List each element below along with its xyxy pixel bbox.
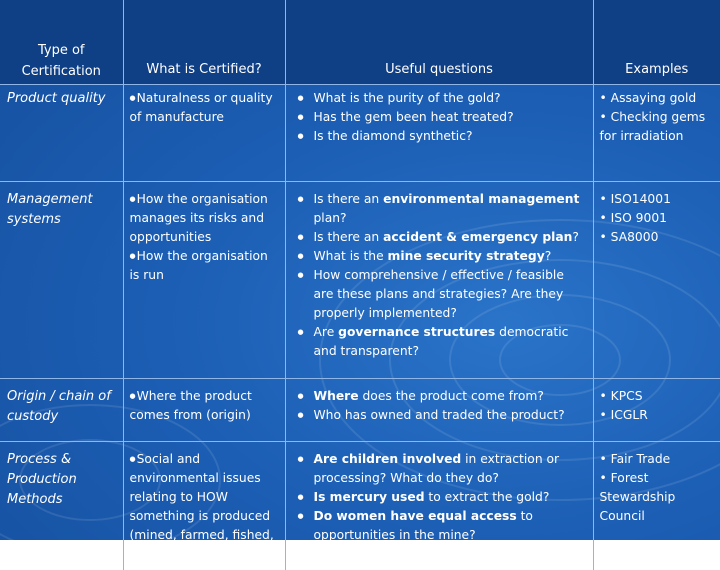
what-item: ● Where the product comes from (origin) <box>130 387 279 425</box>
question-item: ● Do women have equal access to opportunities in the mine? <box>292 507 587 545</box>
example-item: • ICGLR <box>600 406 715 425</box>
bullet-icon <box>130 192 137 206</box>
what-item: ● How the organisation is run <box>130 247 279 285</box>
row-what <box>123 442 285 570</box>
header-questions: Useful questions <box>285 0 593 85</box>
what-item: ● How the organisation manages its risks and opportunities <box>130 190 279 247</box>
row-what <box>123 85 285 182</box>
example-item: • ISO14001 <box>600 190 715 209</box>
bullet-icon <box>130 91 137 105</box>
question-item: ● Where does the product come from? <box>292 387 587 406</box>
row-questions <box>285 379 593 442</box>
row-what <box>123 379 285 442</box>
row-examples <box>593 182 720 379</box>
example-item: • Forest Stewardship Council <box>600 469 715 526</box>
example-item: • Checking gems for irradiation <box>600 108 715 146</box>
what-item: ● Naturalness or quality of manufacture <box>130 89 279 127</box>
example-item: • KPCS <box>600 387 715 406</box>
row-type: Management systems <box>0 182 123 379</box>
question-item: ● Who has owned and traded the product? <box>292 406 587 425</box>
question-item: ● What is the mine security strategy? <box>292 247 587 266</box>
row-examples <box>593 379 720 442</box>
row-examples <box>593 442 720 570</box>
question-item: ● Are governance structures democratic and transparent? <box>292 323 587 361</box>
header-row <box>0 0 720 85</box>
question-item: ● Is there an environmental management plan? <box>292 190 587 228</box>
row-examples <box>593 85 720 182</box>
table-row <box>0 442 720 570</box>
question-item: ● Are children involved in extraction or processing? What do they do? <box>292 450 587 488</box>
question-item: ● Is mercury used to extract the gold? <box>292 488 587 507</box>
bullet-icon <box>130 249 137 263</box>
table-row <box>0 379 720 442</box>
example-item: • SA8000 <box>600 228 715 247</box>
bullet-icon <box>130 389 137 403</box>
row-type: Product quality <box>0 85 123 182</box>
question-item: ● Has the gem been heat treated? <box>292 108 587 127</box>
row-type: Origin / chain of custody <box>0 379 123 442</box>
question-item: ● Is the diamond synthetic? <box>292 127 587 146</box>
table-row <box>0 182 720 379</box>
row-questions <box>285 182 593 379</box>
question-item: ● What is the purity of the gold? <box>292 89 587 108</box>
example-item: • Fair Trade <box>600 450 715 469</box>
table-row <box>0 85 720 182</box>
header-type: Type of Certification <box>0 0 123 85</box>
header-examples: Examples <box>593 0 720 85</box>
example-item: • Assaying gold <box>600 89 715 108</box>
row-questions <box>285 442 593 570</box>
header-what: What is Certified? <box>123 0 285 85</box>
what-item: ● Social and environmental issues relating to HOW something is produced (mined, farmed, fished, processed) <box>130 450 279 564</box>
example-item: • ISO 9001 <box>600 209 715 228</box>
bullet-icon <box>130 452 137 466</box>
row-questions <box>285 85 593 182</box>
row-what <box>123 182 285 379</box>
question-item: ● Is there an accident & emergency plan? <box>292 228 587 247</box>
question-item: ● How comprehensive / effective / feasible are these plans and strategies? Are they properly implemented? <box>292 266 587 323</box>
row-type: Process & Production Methods <box>0 442 123 570</box>
